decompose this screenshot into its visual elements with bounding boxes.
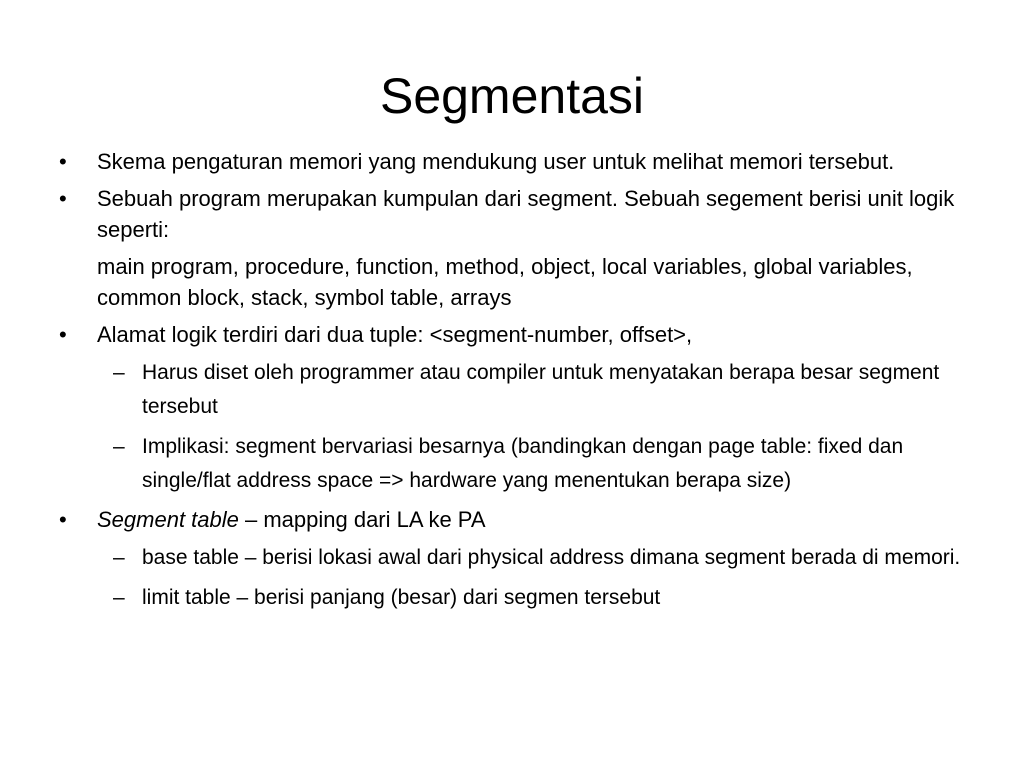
sub-bullet-text: Harus diset oleh programmer atau compiler untuk menyatakan berapa besar segment tersebut <box>142 361 940 418</box>
sub-bullet-item <box>56 541 976 575</box>
sub-bullet-item <box>56 581 976 615</box>
dash-icon: – <box>113 586 125 609</box>
continuation-text: main program, procedure, function, method, object, local variables, global variables, common block, stack, symbol table, arrays <box>97 254 913 310</box>
bullet-italic-term: Segment table <box>97 507 239 532</box>
sub-bullet-item <box>56 430 976 498</box>
bullet-text: Alamat logik terdiri dari dua tuple: <segment-number, offset>, <box>97 322 693 347</box>
bullet-icon: • <box>59 186 67 211</box>
sub-bullet-item <box>56 356 976 424</box>
dash-icon: – <box>113 435 125 458</box>
bullet-icon: • <box>59 149 67 174</box>
slide-body <box>56 146 976 621</box>
bullet-item <box>56 183 976 245</box>
dash-icon: – <box>113 361 125 384</box>
bullet-text: Skema pengaturan memori yang mendukung user untuk melihat memori tersebut. <box>97 149 895 174</box>
bullet-continuation <box>56 251 976 313</box>
slide-title: Segmentasi <box>379 68 645 124</box>
bullet-text: – mapping dari LA ke PA <box>238 507 486 532</box>
sub-bullet-text: base table – berisi lokasi awal dari physical address dimana segment berada di memori. <box>142 546 961 569</box>
bullet-icon: • <box>59 507 67 532</box>
bullet-item <box>56 146 976 177</box>
bullet-item <box>56 504 976 535</box>
sub-bullet-text: limit table – berisi panjang (besar) dari segmen tersebut <box>142 586 661 609</box>
bullet-item <box>56 319 976 350</box>
bullet-text: Sebuah program merupakan kumpulan dari segment. Sebuah segement berisi unit logik seperti: <box>97 186 955 242</box>
dash-icon: – <box>113 546 125 569</box>
bullet-icon: • <box>59 322 67 347</box>
sub-bullet-text: Implikasi: segment bervariasi besarnya (bandingkan dengan page table: fixed dan single/flat address space => hardware yang menentukan berapa size) <box>142 435 904 492</box>
